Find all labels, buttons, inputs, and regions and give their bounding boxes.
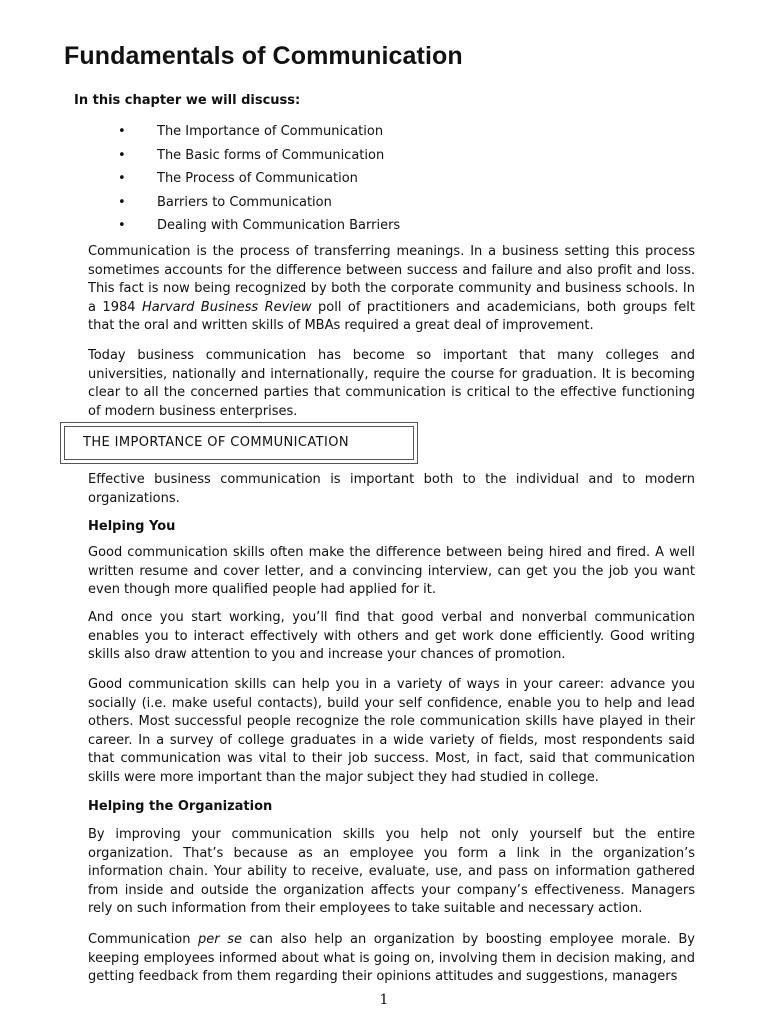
section-intro-text: Effective business communication is important both to the individual and to modern organizations.	[88, 472, 695, 506]
topic-list-item	[118, 194, 400, 218]
helping-you-paragraph-2	[88, 609, 695, 665]
helping-org-paragraph-2-part1: Communication	[88, 932, 199, 947]
helping-you-paragraph-1	[88, 544, 695, 600]
helping-org-paragraph-2-text	[88, 931, 695, 987]
bullet-icon: •	[118, 171, 126, 186]
section-intro-paragraph	[88, 471, 695, 508]
topic-label: Dealing with Communication Barriers	[157, 218, 401, 233]
bullet-icon: •	[118, 218, 126, 233]
page-number: 1	[379, 992, 389, 1008]
topic-list-item	[118, 217, 400, 241]
helping-org-paragraph-2-part2: can also help an organization by boosting employee morale. By keeping employees informed about what is going on, involving them in decision making, and getting feedback from them regarding their opinions attitudes and suggestions, managers	[88, 932, 695, 985]
helping-org-paragraph-1	[88, 826, 695, 919]
subheading-helping-organization: Helping the Organization	[88, 799, 273, 814]
page-title: Fundamentals of Communication	[64, 42, 463, 70]
helping-you-paragraph-1-text: Good communication skills often make the difference between being hired and fired. A well written resume and cover letter, and a convincing interview, can get you the job you want even though more qualified people had applied for it.	[88, 545, 695, 598]
chapter-intro-heading: In this chapter we will discuss:	[74, 93, 301, 108]
helping-you-paragraph-2-text: And once you start working, you’ll find that good verbal and nonverbal communication enables you to interact effectively with others and get work done efficiently. Good writing skills also draw attention to you and increase your chances of promotion.	[88, 610, 695, 663]
intro-paragraph-1-text	[88, 243, 695, 336]
bullet-icon: •	[118, 194, 126, 210]
intro-paragraph-2-text: Today business communication has become so important that many colleges and universities, nationally and internationally, require the course for graduation. It is becoming clear to all the concerned parties that communication is critical to the effective functioning of modern business enterprises.	[88, 348, 695, 419]
topic-label: Barriers to Communication	[157, 194, 332, 210]
helping-org-paragraph-1-text: By improving your communication skills you help not only yourself but the entire organization. That’s because as an employee you form a link in the organization’s information chain. Your ability to receive, evaluate, use, and pass on information gathered from inside and outside the organization affects your company’s effectiveness. Managers rely on such information from their employees to take suitable and necessary action.	[88, 827, 695, 917]
section-heading-importance: THE IMPORTANCE OF COMMUNICATION	[83, 435, 349, 450]
bullet-icon: •	[118, 124, 126, 139]
topic-list-item	[118, 170, 400, 194]
subheading-helping-you: Helping You	[88, 519, 176, 534]
section-heading-box	[60, 422, 418, 464]
intro-paragraph-1-part2: poll of practitioners and academicians, both groups felt that the oral and written skills of MBAs required a great deal of improvement.	[88, 299, 695, 334]
topic-label: The Process of Communication	[157, 171, 358, 186]
topic-label: The Basic forms of Communication	[157, 147, 385, 163]
bullet-icon: •	[118, 147, 126, 163]
topic-label: The Importance of Communication	[157, 124, 384, 139]
topic-list-item	[118, 123, 400, 147]
intro-paragraph-1-part1: Communication is the process of transferring meanings. In a business setting this process sometimes accounts for the difference between success and failure and also profit and loss. This fact is now being recognized by both the corporate community and business schools. In a 1984	[88, 244, 695, 315]
intro-paragraph-1	[88, 243, 695, 336]
helping-you-paragraph-3-text: Good communication skills can help you in a variety of ways in your career: advance you socially (i.e. make useful contacts), build your self confidence, enable you to help and lead others. Most successful people recognize the role communication skills have played in their career. In a survey of college graduates in a wide variety of fields, most respondents said that communication was vital to their job success. Most, in fact, said that communication skills were more important than the major subject they had studied in college.	[88, 677, 695, 785]
helping-org-paragraph-2	[88, 931, 695, 987]
topic-list-item	[118, 147, 400, 171]
per-se-italic: per se	[198, 932, 242, 947]
topic-list	[118, 123, 400, 241]
intro-paragraph-2	[88, 347, 695, 421]
helping-you-paragraph-3	[88, 676, 695, 788]
harvard-business-review-citation: Harvard Business Review	[141, 299, 312, 315]
